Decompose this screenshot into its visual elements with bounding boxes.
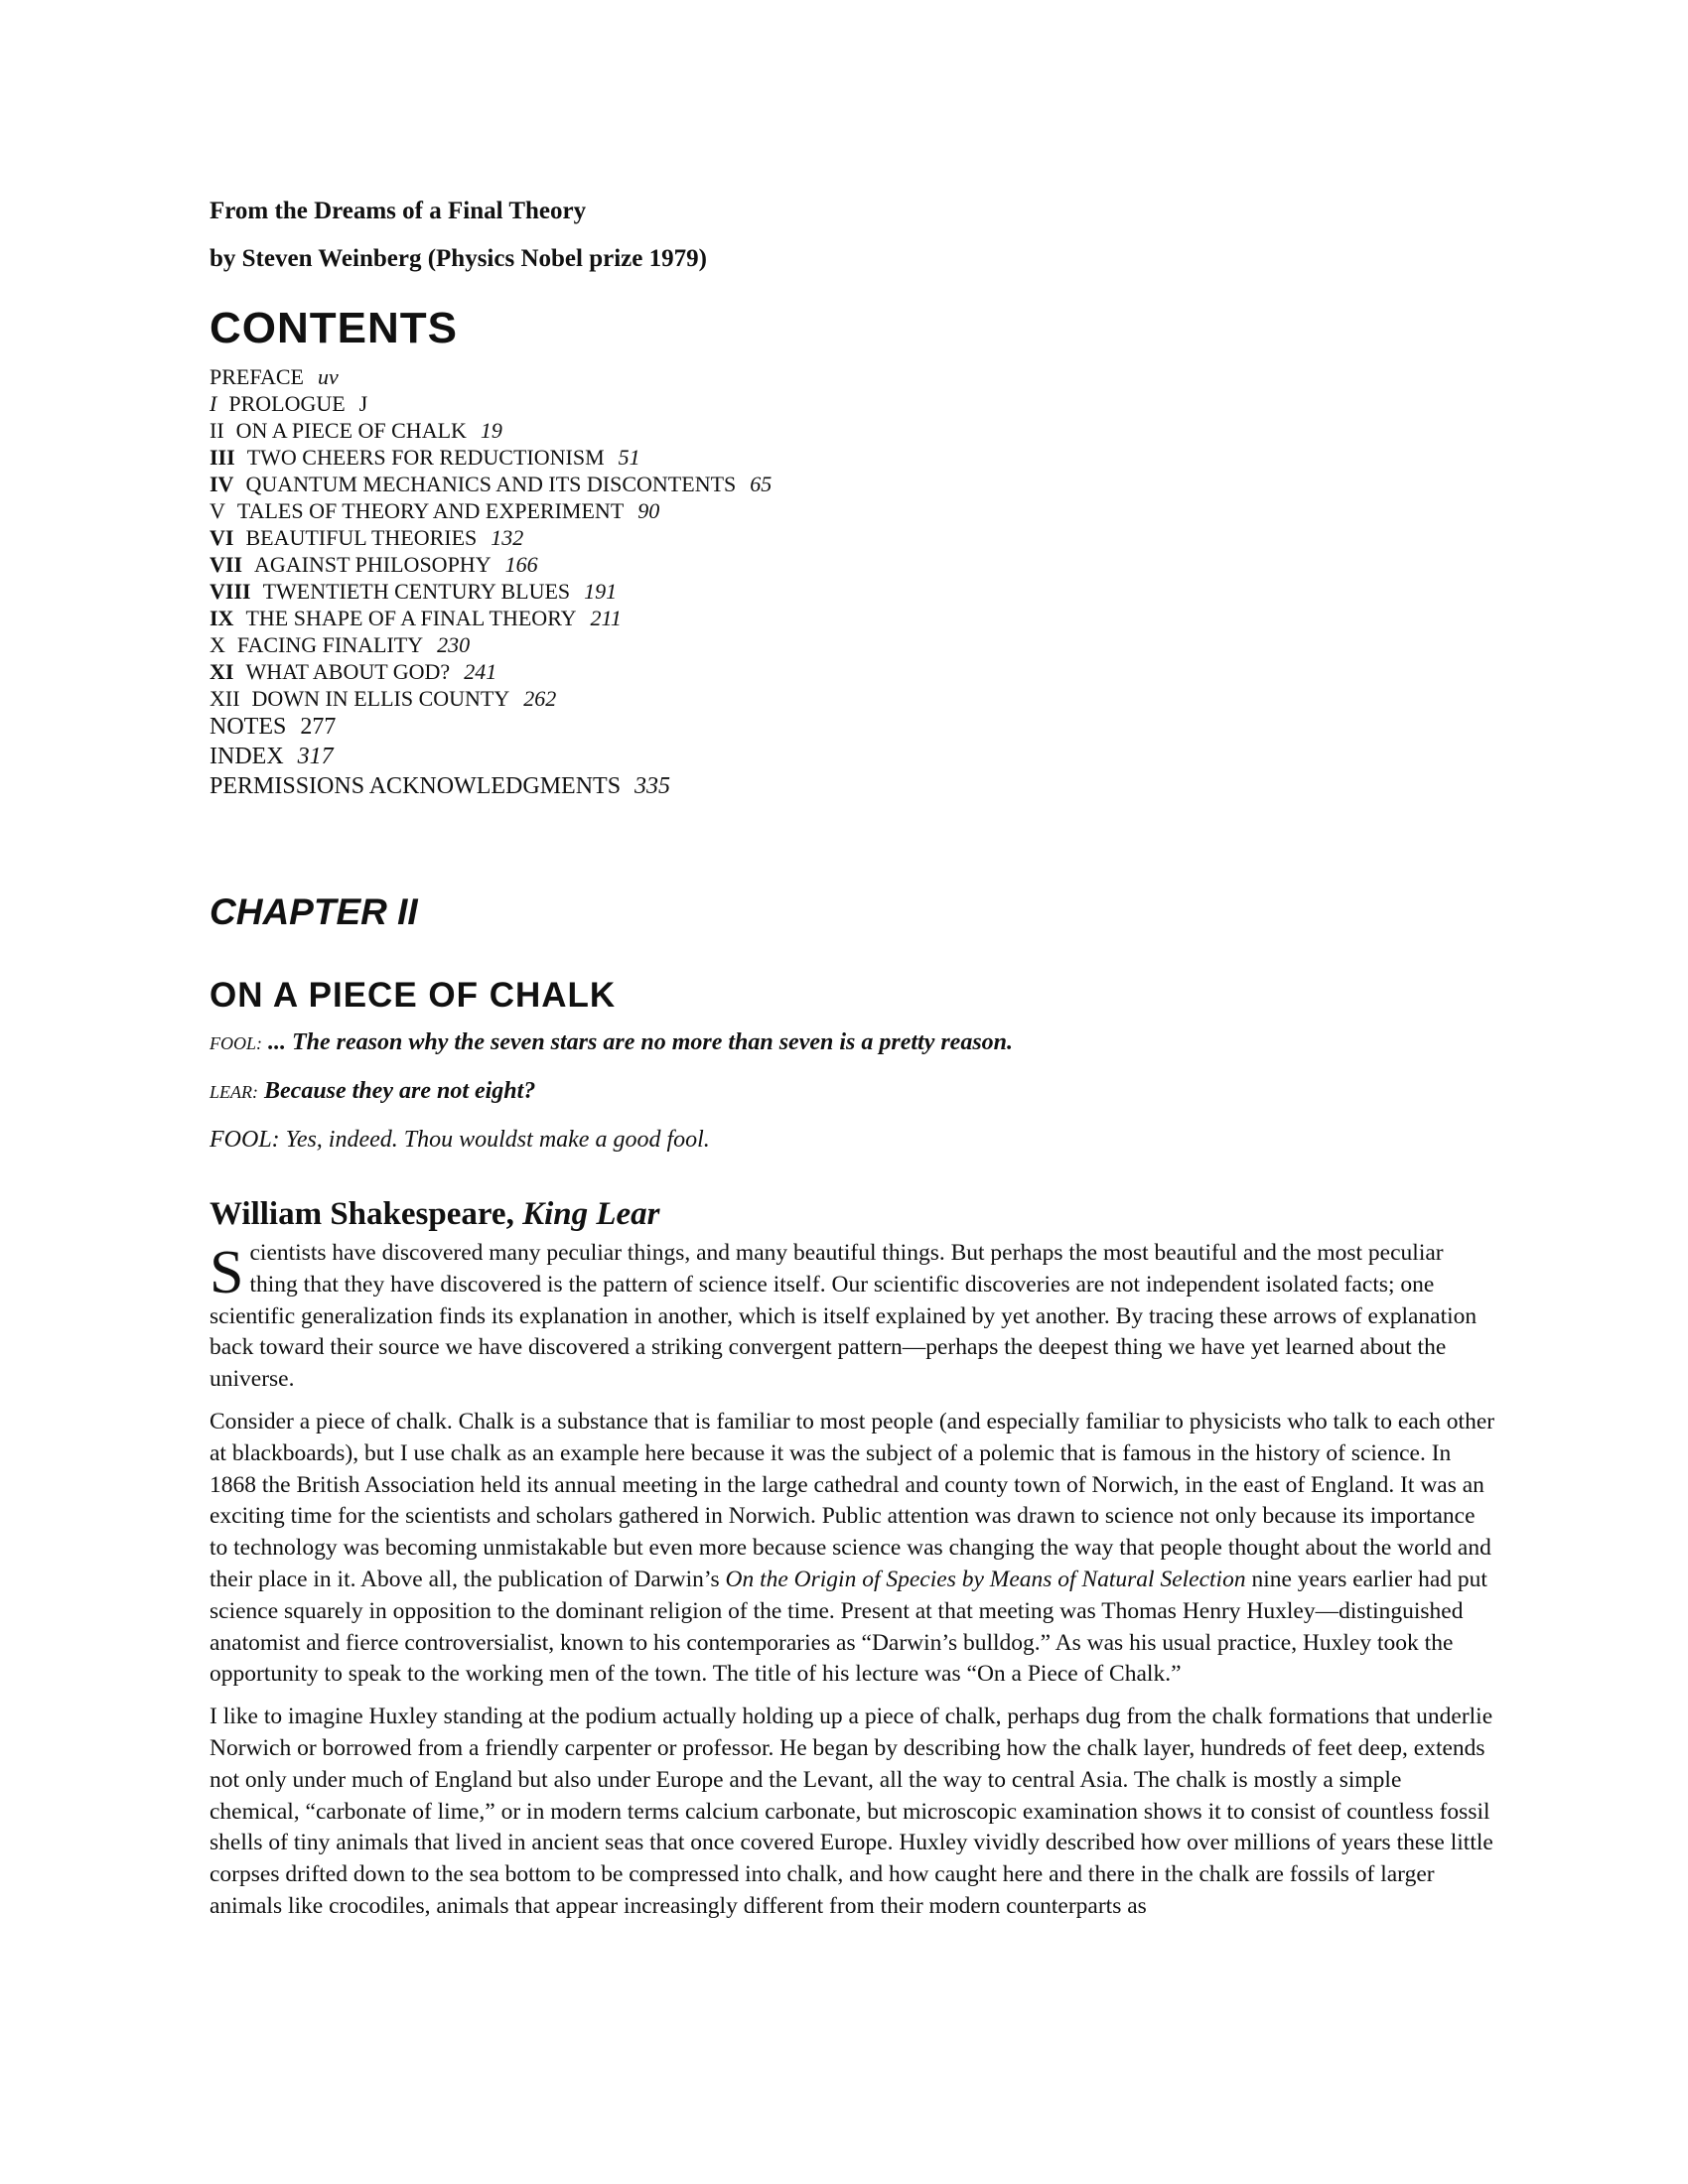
toc-page: uv: [317, 364, 339, 389]
toc-item-preface: [210, 363, 1495, 390]
epigraph-text: Yes, indeed. Thou wouldst make a good fool.: [285, 1127, 710, 1153]
toc-number: III: [210, 445, 235, 470]
toc-item-prologue: [210, 390, 1495, 417]
epigraph-speaker: LEAR:: [210, 1082, 258, 1102]
chapter-title: ON A PIECE OF CHALK: [210, 976, 617, 1015]
toc-page: J: [358, 391, 368, 416]
toc-page: 65: [750, 472, 773, 496]
toc-item-chapter-3: [210, 444, 1495, 471]
toc-number: VII: [210, 552, 243, 577]
toc-label: TWO CHEERS FOR REDUCTIONISM: [246, 445, 605, 470]
toc-label: NOTES: [210, 714, 287, 740]
toc-page: 51: [618, 445, 640, 470]
toc-page: 335: [634, 773, 671, 799]
toc-item-chapter-6: [210, 524, 1495, 551]
toc-label: AGAINST PHILOSOPHY: [254, 552, 492, 577]
toc-page: 166: [504, 552, 538, 577]
toc-page: 90: [637, 498, 660, 523]
epigraph-line: [210, 1123, 1495, 1157]
document-page: [210, 195, 1495, 1934]
epigraph-text: ... The reason why the seven stars are no more than seven is a pretty reason.: [268, 1029, 1014, 1055]
toc-item-index: [210, 742, 1495, 771]
book-byline: by Steven Weinberg (Physics Nobel prize 1979): [210, 245, 707, 272]
toc-number: X: [210, 632, 225, 657]
epigraph-line: [210, 1074, 1495, 1109]
chapter-number: CHAPTER II: [210, 891, 418, 932]
toc-label: QUANTUM MECHANICS AND ITS DISCONTENTS: [245, 472, 737, 496]
toc-page: 132: [491, 525, 524, 550]
body-paragraph-3: [210, 1702, 1495, 1923]
toc-item-chapter-11: [210, 658, 1495, 685]
toc-number: II: [210, 418, 224, 443]
attribution-work: King Lear: [522, 1196, 660, 1232]
body-paragraph-1: [210, 1238, 1495, 1396]
toc-number: V: [210, 498, 225, 523]
toc-page: 19: [480, 418, 502, 443]
toc-item-chapter-8: [210, 578, 1495, 605]
toc-label: TALES OF THEORY AND EXPERIMENT: [236, 498, 625, 523]
toc-label: ON A PIECE OF CHALK: [235, 418, 467, 443]
toc-page: 241: [464, 659, 497, 684]
paragraph-text: I like to imagine Huxley standing at the podium actually holding up a piece of chalk, perhaps dug from the chalk formations that underlie Norwich or borrowed from a friendly carpenter or professor. He began by describing how the chalk layer, hundreds of feet deep, extends not only under much of England but also under Europe and the Levant, all the way to central Asia. The chalk is mostly a simple chemical, “carbonate of lime,” or in modern terms calcium carbonate, but microscopic examination shows it to consist of countless fossil shells of tiny animals that lived in ancient seas that once covered Europe. Huxley vividly described how over millions of years these little corpses drifted down to the sea bottom to be compressed into chalk, and how caught here and there in the chalk are fossils of larger animals like crocodiles, animals that appear increasingly different from their modern counterparts as: [210, 1704, 1493, 1919]
toc-item-permissions: [210, 771, 1495, 801]
body-paragraph-2: [210, 1407, 1495, 1691]
paragraph-text: cientists have discovered many peculiar things, and many beautiful things. But perhaps the most beautiful and the most peculiar thing that they have discovered is the pattern of science itself. Our scientific discoveries are not independent isolated facts; one scientific generalization finds its explanation in another, which is itself explained by yet another. By tracing these arrows of explanation back toward their source we have discovered a striking convergent pattern—perhaps the deepest thing we have yet learned about the universe.: [210, 1240, 1477, 1393]
toc-item-chapter-2: [210, 417, 1495, 444]
book-title: From the Dreams of a Final Theory: [210, 198, 587, 224]
toc-item-chapter-10: [210, 631, 1495, 658]
toc-label: WHAT ABOUT GOD?: [245, 659, 451, 684]
toc-page: 230: [437, 632, 471, 657]
epigraph-line: [210, 1025, 1495, 1060]
toc-item-chapter-12: [210, 685, 1495, 712]
toc-label: PERMISSIONS ACKNOWLEDGMENTS: [210, 773, 622, 799]
toc-label: FACING FINALITY: [236, 632, 424, 657]
toc-item-chapter-7: [210, 551, 1495, 578]
toc-item-chapter-9: [210, 605, 1495, 631]
toc-number: VIII: [210, 579, 251, 604]
toc-label: INDEX: [210, 744, 284, 769]
toc-page: 262: [523, 686, 557, 711]
drop-cap: S: [210, 1239, 244, 1306]
epigraph-speaker: FOOL:: [210, 1127, 280, 1153]
toc-item-chapter-5: [210, 497, 1495, 524]
epigraph-text: Because they are not eight?: [264, 1078, 536, 1104]
paragraph-text: nine years earlier had put science squarely in opposition to the dominant religion of the time. Present at that meeting was Thomas Henry Huxley—distinguished anatomist and fierce controversialist, known to his contemporaries as “Darwin’s bulldog.” As was his usual practice, Huxley took the opportunity to speak to the working men of the town. The title of his lecture was “On a Piece of Chalk.”: [210, 1566, 1487, 1688]
toc-number: XI: [210, 659, 234, 684]
toc-page: 277: [300, 714, 337, 740]
toc-number: IV: [210, 472, 234, 496]
toc-number: IX: [210, 606, 234, 630]
contents-heading: CONTENTS: [210, 304, 458, 352]
paragraph-text: Consider a piece of chalk. Chalk is a substance that is familiar to most people (and especially familiar to physicists who talk to each other at blackboards), but I use chalk as an example here because it was the subject of a polemic that is famous in the history of science. In 1868 the British Association held its annual meeting in the large cathedral and county town of Norwich, in the east of England. It was an exciting time for the scientists and scholars gathered in Norwich. Public attention was drawn to science not only because its importance to technology was becoming unmistakable but even more because science was changing the way that people thought about the world and their place in it. Above all, the publication of Darwin’s: [210, 1408, 1495, 1592]
toc-item-chapter-4: [210, 471, 1495, 497]
toc-label: DOWN IN ELLIS COUNTY: [251, 686, 510, 711]
toc-page: 317: [297, 744, 334, 769]
toc-label: BEAUTIFUL THEORIES: [245, 525, 478, 550]
toc-label: TWENTIETH CENTURY BLUES: [262, 579, 571, 604]
toc-page: 191: [584, 579, 618, 604]
table-of-contents: [210, 363, 1495, 801]
toc-item-notes: [210, 712, 1495, 742]
toc-number: I: [210, 391, 217, 416]
toc-number: XII: [210, 686, 240, 711]
toc-label: PREFACE: [210, 364, 304, 389]
attribution-author: William Shakespeare,: [210, 1196, 514, 1232]
epigraph-attribution: [210, 1192, 1495, 1236]
toc-label: THE SHAPE OF A FINAL THEORY: [245, 606, 577, 630]
toc-label: PROLOGUE: [228, 391, 346, 416]
toc-number: VI: [210, 525, 234, 550]
toc-page: 211: [590, 606, 622, 630]
book-reference: On the Origin of Species by Means of Natural Selection: [725, 1566, 1246, 1592]
epigraph-speaker: FOOL:: [210, 1033, 262, 1053]
